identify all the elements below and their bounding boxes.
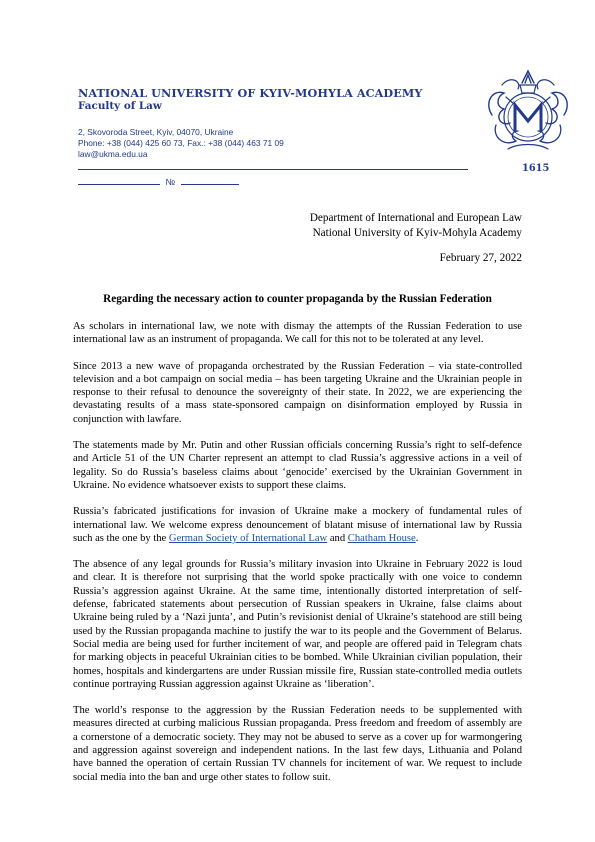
paragraph-1: As scholars in international law, we note with dismay the attempts of the Russian Federation to use international law as an instrument of propaganda. We call for this not to be tolerated at any level. [73,321,522,346]
reference-number-line [78,176,239,187]
phone-fax: Phone: +38 (044) 425 60 73, Fax.: +38 (044) 463 71 09 [78,138,284,148]
letter-body [73,320,522,797]
date-blank [78,176,160,185]
university-emblem-icon [482,63,574,155]
number-sign: № [165,177,176,187]
paragraph-4-text: Russia’s fabricated justifications for invasion of Ukraine make a mockery of fundamental rules of international law. We welcome express denouncement of blatant misuse of international law by Russia such as the one by the [73,506,522,544]
founding-year: 1615 [522,163,550,174]
letter-date: February 27, 2022 [439,252,522,264]
email: law@ukma.edu.ua [78,149,148,159]
header-divider [78,169,468,170]
number-blank [181,176,239,185]
faculty-name: Faculty of Law [78,100,162,112]
university-name: NATIONAL UNIVERSITY OF KYIV-MOHYLA ACADEMY [78,86,423,100]
paragraph-3: The statements made by Mr. Putin and other Russian officials concerning Russia’s right to self-defence and Article 51 of the UN Charter represent an attempt to clad Russia’s aggressive actions in a veil of legality. So do Russia’s baseless claims about ‘genocide’ exercised by the Ukrainian Government in Ukraine. No evidence whatsoever exists to support these claims. [73,440,522,491]
paragraph-2: Since 2013 a new wave of propaganda orchestrated by the Russian Federation – via state-controlled television and a bot campaign on social media – has been targeting Ukraine and the Ukrainian people in response to their refusal to denounce the sovereignty of their state. In 2022, we are experiencing the devastating results of a mass state-sponsored campaign on disinformation employed by Russia in conjunction with lawfare. [73,360,522,425]
recipient-block [310,211,522,240]
paragraph-5: The absence of any legal grounds for Russia’s military invasion into Ukraine in February 2022 is loud and clear. It is therefore not surprising that the world spoke practically with one voice to condemn Russia’s aggression against Ukraine. At the same time, intentionally distorted interpretation of self-defense, fabricated statements about persecution of Russian speakers in Ukraine, false claims about Ukraine being ruled by a ‘Nazi junta’, and Putin’s revisionist denial of Ukraine’s statehood are still being used by the Russian propaganda machine to justify the war to its people and the Government of Belarus. Social media are being used for further incitement of war, and people are offered paid in Telegram chats for marking objects in peaceful Ukrainian cities to be bombed. While Ukrainian civilian population, their homes, hospitals and kindergartens are under Russian missile fire, Russian state-controlled media outlets continue portraying Russian aggression against Ukraine as ‘liberation’. [73,559,522,690]
recipient-department: Department of International and European Law [309,212,522,224]
german-society-link[interactable]: German Society of International Law [168,532,328,544]
address: 2, Skovoroda Street, Kyiv, 04070, Ukraine [78,127,234,137]
chatham-house-link[interactable]: Chatham House [347,532,416,544]
letter-subject: Regarding the necessary action to counter propaganda by the Russian Federation [103,293,492,305]
paragraph-6: The world’s response to the aggression by the Russian Federation needs to be supplemented with measures directed at curbing malicious Russian propaganda. Press freedom and freedom of assembly are a cornerstone of a democratic society. They may not be abused to serve as a cover up for warmongering and aggression against sovereign and independent nations. In the last few days, Lithuania and Poland have banned the operation of certain Russian TV channels for incitement of war. We request to include social media into the ban and urge other states to follow suit. [73,705,522,783]
paragraph-4-end: . [415,532,419,544]
paragraph-4 [73,505,522,545]
paragraph-4-conjunction: and [327,532,348,544]
recipient-university: National University of Kyiv-Mohyla Academy [312,226,522,239]
